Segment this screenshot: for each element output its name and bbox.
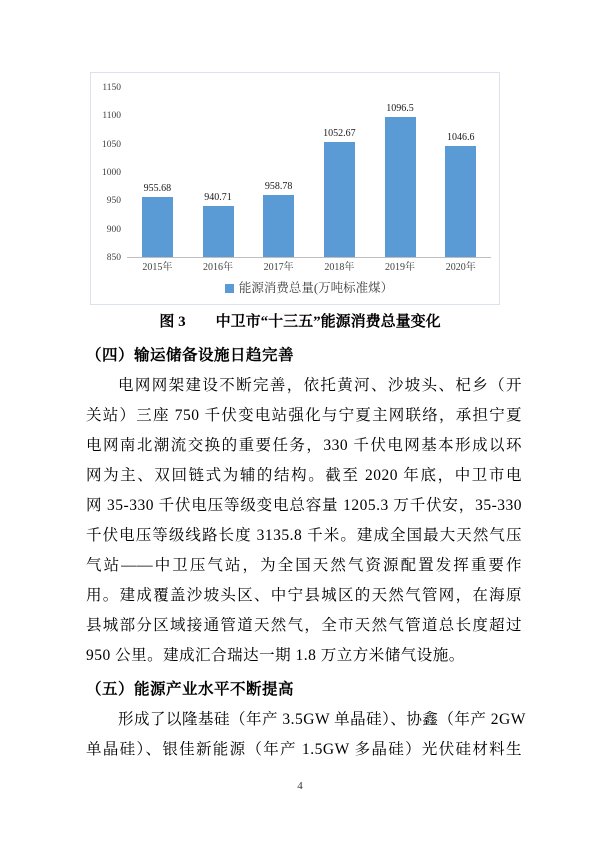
page-number: 4 — [297, 780, 303, 792]
legend — [127, 281, 491, 295]
figure-caption: 图 3 中卫市“十三五”能源消费总量变化 — [159, 314, 441, 330]
y-axis-tick: 1100 — [102, 111, 121, 122]
y-axis-tick: 1000 — [102, 168, 121, 178]
bar — [385, 117, 416, 257]
y-axis-tick: 950 — [106, 196, 121, 207]
bar-value-label: 958.78 — [264, 181, 293, 193]
document-body — [86, 341, 526, 765]
energy-consumption-chart — [90, 72, 500, 305]
x-axis-tick-label: 2017年 — [263, 262, 294, 273]
text-line: 气站——中卫压气站，为全国天然气资源配置发挥重要作 — [86, 557, 522, 574]
text-line: 电网网架建设不断完善，依托黄河、沙坡头、杞乡（开 — [118, 377, 522, 394]
y-axis-tick: 1050 — [102, 139, 121, 150]
bars-row — [127, 88, 491, 258]
x-axis-labels — [127, 262, 491, 274]
plot-area — [127, 88, 491, 295]
y-axis-tick: 850 — [106, 253, 121, 263]
bar — [324, 142, 355, 257]
text-line: 用。建成覆盖沙坡头区、中宁县城区的天然气管网，在海原 — [86, 587, 522, 604]
legend-marker-icon — [225, 284, 234, 293]
y-axis — [93, 83, 123, 263]
bar-value-label: 940.71 — [204, 191, 232, 203]
text-line: 形成了以隆基硅（年产 3.5GW 单晶硅）、协鑫（年产 2GW — [118, 711, 526, 728]
x-axis-tick-label: 2019年 — [385, 262, 416, 273]
text-line: 电网南北潮流交换的重要任务，330 千伏电网基本形成以环 — [86, 437, 522, 454]
bar — [203, 206, 234, 257]
section-heading: （五）能源产业水平不断提高 — [86, 681, 295, 698]
text-line: 千伏电压等级线路长度 3135.8 千米。建成全国最大天然气压 — [86, 527, 522, 544]
bar-value-label: 1046.6 — [446, 131, 475, 143]
bar-group — [127, 183, 188, 257]
bar — [263, 195, 294, 257]
text-line: 县城部分区域接通管道天然气，全市天然气管道总长度超过 — [86, 617, 522, 634]
x-axis-tick-label: 2020年 — [445, 262, 476, 273]
legend-label: 能源消费总量(万吨标准煤） — [238, 281, 394, 295]
text-line: 网 35-330 千伏电压等级变电总容量 1205.3 万千伏安，35-330 — [86, 497, 522, 514]
bar-group — [370, 103, 431, 257]
bar-group — [188, 192, 249, 257]
bar-group — [430, 132, 491, 257]
x-axis-tick-label: 2018年 — [324, 262, 355, 273]
text-line: 单晶硅）、银佳新能源（年产 1.5GW 多晶硅）光伏硅材料生 — [86, 741, 522, 758]
bar-group — [248, 181, 309, 257]
bar — [445, 146, 476, 257]
bar-value-label: 955.68 — [143, 183, 172, 195]
section-heading: （四）输运储备设施日趋完善 — [86, 347, 295, 364]
chart-inner — [91, 83, 499, 295]
y-axis-tick: 1150 — [102, 83, 121, 93]
text-line: 950 公里。建成汇合瑞达一期 1.8 万立方米储气设施。 — [86, 647, 465, 664]
text-line: 网为主、双回链式为辅的结构。截至 2020 年底，中卫市电 — [86, 467, 522, 484]
x-axis-tick-label: 2016年 — [203, 262, 233, 273]
bar — [142, 197, 173, 257]
bar-value-label: 1096.5 — [386, 103, 414, 115]
bar-group — [309, 128, 370, 257]
text-line: 关站）三座 750 千伏变电站强化与宁夏主网联络，承担宁夏 — [86, 407, 522, 424]
y-axis-tick: 900 — [106, 224, 121, 235]
bar-value-label: 1052.67 — [323, 128, 356, 140]
x-axis-tick-label: 2015年 — [142, 262, 173, 273]
